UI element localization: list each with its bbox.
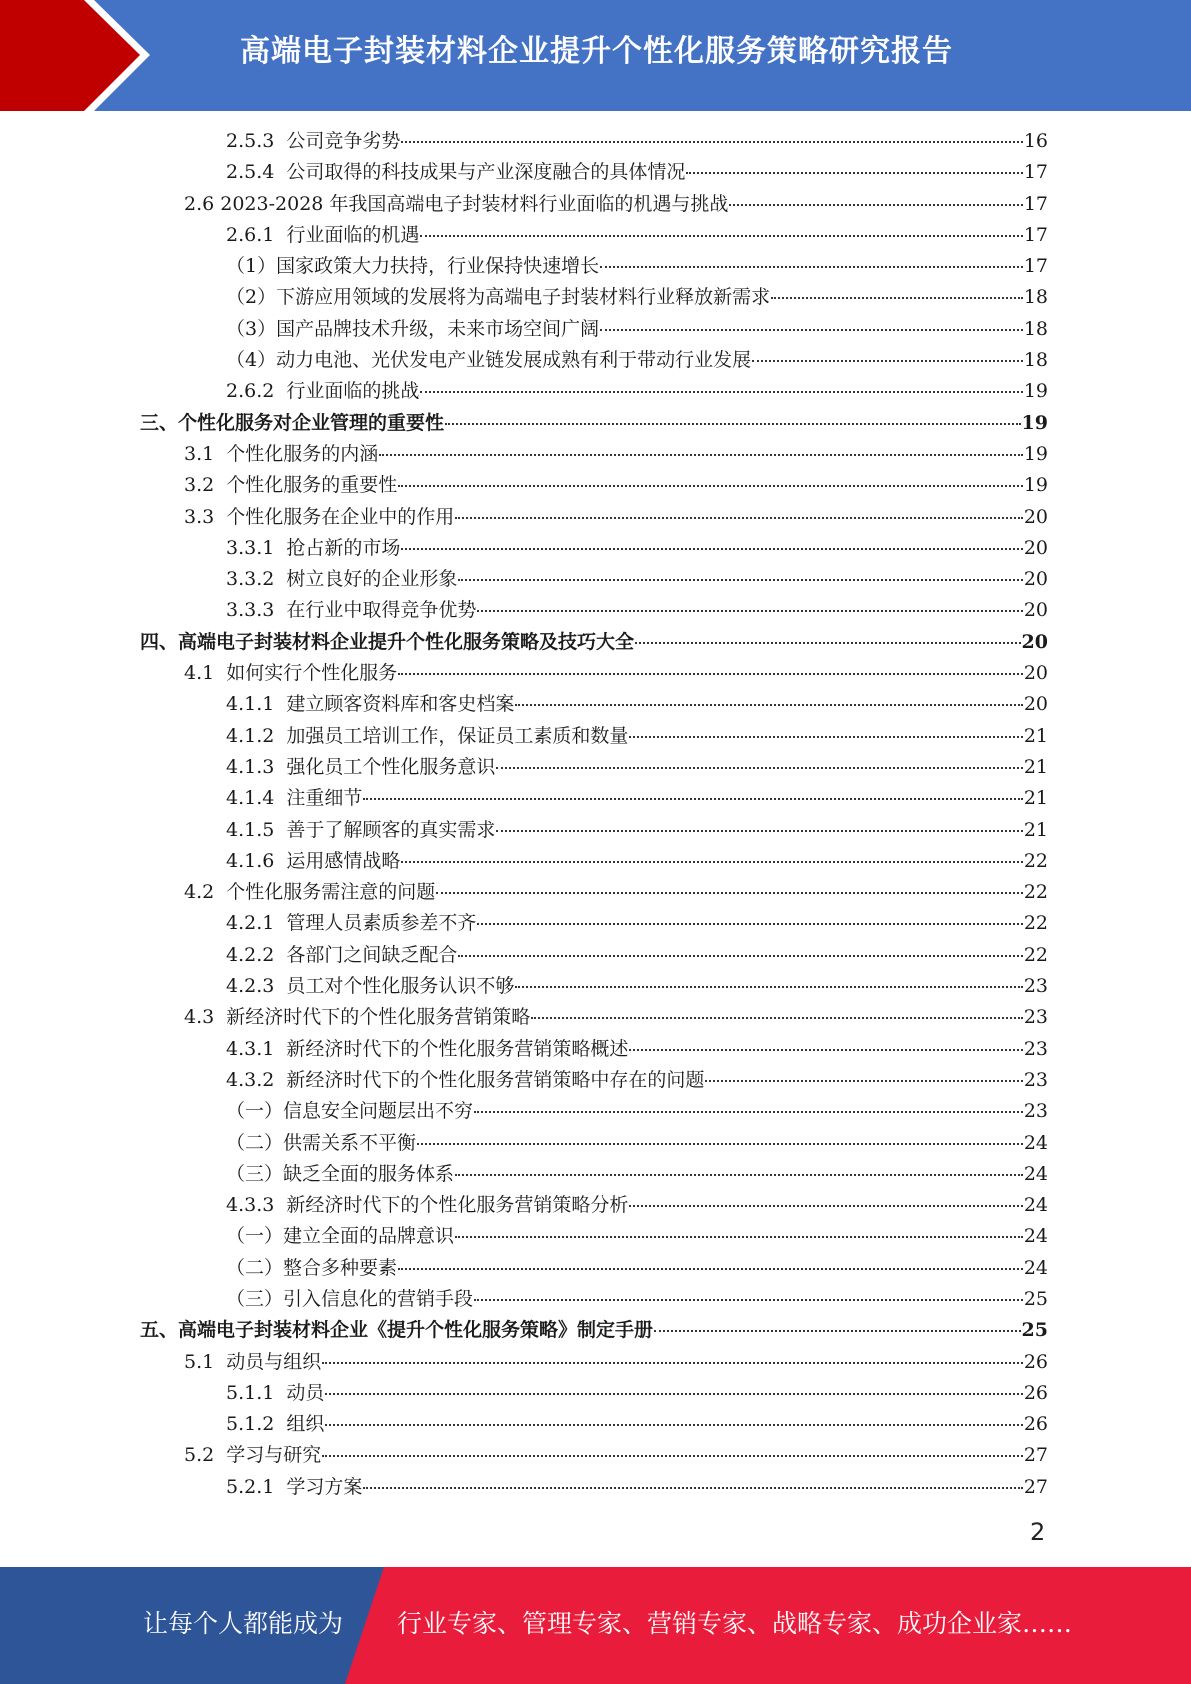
toc-entry-title xyxy=(226,1128,416,1159)
toc-entry-title xyxy=(184,1002,530,1033)
toc-entry-number: 4.1.5 xyxy=(226,818,275,841)
toc-entry[interactable] xyxy=(140,940,1048,971)
toc-entry-title xyxy=(226,908,476,939)
toc-entry-number: 3.3.1 xyxy=(226,536,275,559)
toc-dot-leader xyxy=(474,1111,1023,1113)
toc-entry-page: 20 xyxy=(1023,536,1048,559)
toc-entry-title xyxy=(184,439,378,470)
toc-entry-text: 新经济时代下的个性化服务营销策略 xyxy=(226,1006,531,1029)
toc-entry-title xyxy=(226,1221,454,1252)
toc-entry-title xyxy=(226,1065,704,1096)
toc-entry-page: 20 xyxy=(1023,505,1048,528)
toc-entry[interactable] xyxy=(140,971,1048,1002)
toc-entry[interactable] xyxy=(140,1034,1048,1065)
toc-entry-page: 22 xyxy=(1023,943,1048,966)
toc-dot-leader xyxy=(379,454,1023,456)
toc-entry-page: 27 xyxy=(1023,1444,1048,1467)
toc-entry-page: 21 xyxy=(1023,724,1048,747)
toc-entry-page: 21 xyxy=(1023,755,1048,778)
toc-entry[interactable] xyxy=(140,815,1048,846)
toc-entry[interactable] xyxy=(140,1409,1048,1440)
toc-dot-leader xyxy=(629,1205,1022,1207)
toc-dot-leader xyxy=(477,923,1022,925)
toc-entry-text: 行业面临的挑战 xyxy=(286,380,420,403)
toc-dot-leader xyxy=(635,642,1021,644)
toc-entry-page: 24 xyxy=(1023,1162,1048,1185)
toc-entry[interactable] xyxy=(140,345,1048,376)
toc-entry-page: 23 xyxy=(1023,1068,1048,1091)
toc-dot-leader xyxy=(455,1174,1023,1176)
toc-dot-leader xyxy=(322,1455,1023,1457)
toc-dot-leader xyxy=(401,141,1022,143)
toc-entry-text: 抢占新的市场 xyxy=(286,536,401,559)
toc-entry-page: 19 xyxy=(1023,442,1048,465)
toc-entry-number: 5.1.2 xyxy=(226,1413,275,1436)
toc-entry[interactable] xyxy=(140,439,1048,470)
toc-entry-title xyxy=(184,877,435,908)
toc-entry-title xyxy=(226,595,476,626)
toc-entry-text: 四、高端电子封装材料企业提升个性化服务策略及技巧大全 xyxy=(140,630,635,653)
toc-dot-leader xyxy=(398,1268,1023,1270)
toc-entry-title xyxy=(226,1159,454,1190)
toc-entry-page: 25 xyxy=(1023,1287,1048,1310)
toc-entry-title xyxy=(226,1034,628,1065)
toc-entry[interactable] xyxy=(140,877,1048,908)
toc-entry-number: 4.1 xyxy=(184,662,215,685)
toc-entry-number: 5.2 xyxy=(184,1444,215,1467)
toc-entry-text: 五、高端电子封装材料企业《提升个性化服务策略》制定手册 xyxy=(140,1319,654,1342)
toc-dot-leader xyxy=(515,986,1022,988)
toc-entry-title xyxy=(226,1378,324,1409)
toc-entry-title xyxy=(226,783,362,814)
toc-entry[interactable] xyxy=(140,595,1048,626)
toc-entry-title xyxy=(140,408,444,439)
toc-entry-number: 2.5.3 xyxy=(226,130,275,152)
toc-entry[interactable] xyxy=(140,721,1048,752)
toc-entry-text: （二）供需关系不平衡 xyxy=(226,1131,417,1154)
toc-dot-leader xyxy=(455,517,1023,519)
toc-entry-number: 2.5.4 xyxy=(226,161,275,184)
toc-dot-leader xyxy=(600,266,1023,268)
toc-entry-number: 3.3.2 xyxy=(226,568,275,591)
toc-dot-leader xyxy=(771,297,1023,299)
toc-entry-page: 19 xyxy=(1021,411,1048,434)
toc-entry[interactable] xyxy=(140,533,1048,564)
toc-entry-title xyxy=(226,1253,397,1284)
toc-entry-number: 3.2 xyxy=(184,474,215,497)
toc-entry-page: 24 xyxy=(1023,1225,1048,1248)
toc-entry-page: 20 xyxy=(1023,568,1048,591)
toc-entry-title xyxy=(226,126,400,157)
toc-dot-leader xyxy=(363,1487,1022,1489)
toc-entry[interactable] xyxy=(140,1096,1048,1127)
toc-dot-leader xyxy=(325,1424,1022,1426)
toc-dot-leader xyxy=(531,1017,1023,1019)
page-footer xyxy=(0,1567,1191,1684)
toc-entry-text: 2.6 2023-2028 年我国高端电子封装材料行业面临的机遇与挑战 xyxy=(184,192,729,215)
toc-entry-number: 4.3 xyxy=(184,1006,215,1029)
toc-entry-text: （4）动力电池、光伏发电产业链发展成熟有利于带动行业发展 xyxy=(226,349,752,372)
toc-entry-text: （三）引入信息化的营销手段 xyxy=(226,1287,474,1310)
toc-entry-text: 行业面临的机遇 xyxy=(286,223,420,246)
toc-dot-leader xyxy=(417,1143,1023,1145)
toc-entry-page: 18 xyxy=(1023,286,1048,309)
toc-entry-number: 5.2.1 xyxy=(226,1475,275,1498)
toc-entry-page: 26 xyxy=(1023,1350,1048,1373)
toc-entry-text: 个性化服务的重要性 xyxy=(226,474,398,497)
toc-entry-number: 4.3.2 xyxy=(226,1068,275,1091)
toc-entry-text: 个性化服务的内涵 xyxy=(226,442,379,465)
toc-entry-text: （二）整合多种要素 xyxy=(226,1256,398,1279)
toc-entry-text: 注重细节 xyxy=(286,787,363,810)
toc-dot-leader xyxy=(654,1330,1021,1332)
toc-entry-title xyxy=(184,189,728,220)
toc-entry-text: 动员与组织 xyxy=(226,1350,322,1373)
toc-dot-leader xyxy=(420,235,1022,237)
toc-entry-number: 4.2.2 xyxy=(226,943,275,966)
toc-entry-title xyxy=(184,1347,321,1378)
toc-entry-number: 3.3.3 xyxy=(226,599,275,622)
toc-entry-title xyxy=(184,1440,321,1471)
toc-dot-leader xyxy=(455,1236,1023,1238)
toc-entry[interactable] xyxy=(140,470,1048,501)
toc-entry-page: 16 xyxy=(1023,130,1048,152)
report-title: 高端电子封装材料企业提升个性化服务策略研究报告 xyxy=(240,34,953,69)
toc-entry-page: 26 xyxy=(1023,1381,1048,1404)
toc-entry[interactable] xyxy=(140,658,1048,689)
toc-entry-title xyxy=(184,470,397,501)
toc-entry-page: 19 xyxy=(1023,474,1048,497)
toc-entry-text: 个性化服务在企业中的作用 xyxy=(226,505,455,528)
toc-entry[interactable] xyxy=(140,1159,1048,1190)
toc-entry-number: 2.6.1 xyxy=(226,223,275,246)
toc-entry-title xyxy=(226,345,751,376)
toc-entry[interactable] xyxy=(140,282,1048,313)
toc-dot-leader xyxy=(363,798,1022,800)
toc-entry-title xyxy=(226,1409,324,1440)
toc-entry-text: 强化员工个性化服务意识 xyxy=(286,755,496,778)
toc-entry-title xyxy=(226,1284,473,1315)
toc-entry-title xyxy=(226,940,457,971)
toc-entry-text: 组织 xyxy=(286,1413,325,1436)
toc-dot-leader xyxy=(401,861,1022,863)
toc-entry[interactable] xyxy=(140,1128,1048,1159)
toc-entry[interactable] xyxy=(140,1440,1048,1471)
toc-entry-page: 20 xyxy=(1021,630,1048,653)
header-chevron-icon xyxy=(0,0,140,111)
toc-entry-number: 4.3.3 xyxy=(226,1194,275,1217)
toc-entry-title xyxy=(226,220,419,251)
toc-entry-page: 24 xyxy=(1023,1256,1048,1279)
toc-entry[interactable] xyxy=(140,251,1048,282)
toc-entry-title xyxy=(226,376,419,407)
toc-dot-leader xyxy=(629,736,1022,738)
toc-entry-title xyxy=(184,658,397,689)
toc-dot-leader xyxy=(705,1080,1022,1082)
toc-entry-title xyxy=(226,1472,362,1503)
toc-entry[interactable] xyxy=(140,1315,1048,1346)
toc-dot-leader xyxy=(325,1393,1022,1395)
toc-entry-page: 21 xyxy=(1023,787,1048,810)
toc-dot-leader xyxy=(398,673,1023,675)
toc-entry-page: 26 xyxy=(1023,1413,1048,1436)
toc-entry-text: 新经济时代下的个性化服务营销策略分析 xyxy=(286,1194,629,1217)
toc-dot-leader xyxy=(458,955,1022,957)
toc-entry-page: 25 xyxy=(1021,1319,1048,1342)
toc-dot-leader xyxy=(496,830,1022,832)
toc-entry[interactable] xyxy=(140,376,1048,407)
toc-entry-text: 公司取得的科技成果与产业深度融合的具体情况 xyxy=(286,161,686,184)
toc-entry-page: 24 xyxy=(1023,1131,1048,1154)
toc-entry-text: 加强员工培训工作，保证员工素质和数量 xyxy=(286,724,629,747)
toc-entry[interactable] xyxy=(140,908,1048,939)
toc-entry[interactable] xyxy=(140,1253,1048,1284)
toc-entry-title xyxy=(140,627,634,658)
toc-entry-text: 如何实行个性化服务 xyxy=(226,662,398,685)
toc-entry-text: 学习与研究 xyxy=(226,1444,322,1467)
toc-entry-text: （1）国家政策大力扶持，行业保持快速增长 xyxy=(226,255,600,278)
toc-entry-number: 4.1.6 xyxy=(226,849,275,872)
toc-entry-text: 管理人员素质参差不齐 xyxy=(286,912,477,935)
toc-dot-leader xyxy=(401,548,1022,550)
toc-entry-page: 24 xyxy=(1023,1194,1048,1217)
toc-dot-leader xyxy=(474,1299,1023,1301)
toc-entry-text: （2）下游应用领域的发展将为高端电子封装材料行业释放新需求 xyxy=(226,286,771,309)
toc-entry-number: 4.2.3 xyxy=(226,975,275,998)
toc-entry-page: 22 xyxy=(1023,849,1048,872)
toc-entry[interactable] xyxy=(140,408,1048,439)
toc-entry[interactable] xyxy=(140,1190,1048,1221)
toc-entry-page: 17 xyxy=(1023,223,1048,246)
toc-entry-number: 3.3 xyxy=(184,505,215,528)
toc-entry-number: 4.1.1 xyxy=(226,693,275,716)
toc-entry-number: 4.1.2 xyxy=(226,724,275,747)
toc-entry[interactable] xyxy=(140,220,1048,251)
toc-dot-leader xyxy=(322,1362,1023,1364)
toc-entry[interactable] xyxy=(140,1378,1048,1409)
toc-entry-page: 17 xyxy=(1023,255,1048,278)
toc-dot-leader xyxy=(515,704,1022,706)
toc-entry-text: 新经济时代下的个性化服务营销策略概述 xyxy=(286,1037,629,1060)
toc-dot-leader xyxy=(752,360,1023,362)
toc-entry-text: 新经济时代下的个性化服务营销策略中存在的问题 xyxy=(286,1068,705,1091)
toc-entry-title xyxy=(226,1096,473,1127)
toc-entry-title xyxy=(226,752,495,783)
toc-dot-leader xyxy=(686,172,1022,174)
toc-entry-title xyxy=(226,157,685,188)
toc-entry[interactable] xyxy=(140,846,1048,877)
toc-entry-page: 20 xyxy=(1023,693,1048,716)
toc-entry[interactable] xyxy=(140,1002,1048,1033)
toc-entry-text: 个性化服务需注意的问题 xyxy=(226,881,436,904)
table-of-contents xyxy=(140,126,1048,1503)
toc-entry-title xyxy=(226,689,514,720)
toc-entry-page: 22 xyxy=(1023,912,1048,935)
toc-entry-page: 19 xyxy=(1023,380,1048,403)
toc-entry[interactable] xyxy=(140,1347,1048,1378)
toc-entry-page: 27 xyxy=(1023,1475,1048,1498)
toc-entry-number: 4.3.1 xyxy=(226,1037,275,1060)
toc-entry-number: 4.2.1 xyxy=(226,912,275,935)
toc-entry-text: 运用感情战略 xyxy=(286,849,401,872)
toc-entry-number: 4.2 xyxy=(184,881,215,904)
toc-entry[interactable] xyxy=(140,1284,1048,1315)
toc-entry[interactable] xyxy=(140,189,1048,220)
toc-entry[interactable] xyxy=(140,1472,1048,1503)
toc-entry[interactable] xyxy=(140,783,1048,814)
toc-entry-text: 动员 xyxy=(286,1381,325,1404)
toc-dot-leader xyxy=(436,892,1023,894)
toc-dot-leader xyxy=(729,204,1022,206)
toc-entry-number: 5.1.1 xyxy=(226,1381,275,1404)
toc-entry-text: 学习方案 xyxy=(286,1475,363,1498)
toc-entry-title xyxy=(140,1315,653,1346)
toc-entry-text: 员工对个性化服务认识不够 xyxy=(286,975,515,998)
toc-entry-page: 17 xyxy=(1023,192,1048,215)
toc-entry-page: 23 xyxy=(1023,1037,1048,1060)
toc-entry-number: 3.1 xyxy=(184,442,215,465)
toc-entry-title xyxy=(226,564,457,595)
toc-entry-number: 4.1.4 xyxy=(226,787,275,810)
toc-entry-title xyxy=(226,721,628,752)
footer-slogan-right: 行业专家、管理专家、营销专家、战略专家、成功企业家…… xyxy=(397,1609,1073,1638)
toc-dot-leader xyxy=(445,423,1021,425)
toc-entry[interactable] xyxy=(140,1065,1048,1096)
toc-entry-text: 善于了解顾客的真实需求 xyxy=(286,818,496,841)
toc-entry-page: 23 xyxy=(1023,1006,1048,1029)
toc-entry-page: 17 xyxy=(1023,161,1048,184)
toc-entry-title xyxy=(226,815,495,846)
toc-dot-leader xyxy=(477,610,1022,612)
toc-entry-page: 18 xyxy=(1023,349,1048,372)
toc-dot-leader xyxy=(420,391,1022,393)
toc-entry-page: 21 xyxy=(1023,818,1048,841)
toc-entry[interactable] xyxy=(140,752,1048,783)
toc-entry[interactable] xyxy=(140,564,1048,595)
toc-entry[interactable] xyxy=(140,502,1048,533)
toc-entry-title xyxy=(226,971,514,1002)
toc-entry-number: 2.6.2 xyxy=(226,380,275,403)
toc-entry-title xyxy=(226,314,599,345)
toc-entry[interactable] xyxy=(140,126,1048,157)
toc-entry-title xyxy=(226,282,770,313)
toc-entry-title xyxy=(226,1190,628,1221)
toc-entry-text: 各部门之间缺乏配合 xyxy=(286,943,458,966)
toc-dot-leader xyxy=(496,767,1022,769)
toc-dot-leader xyxy=(398,485,1023,487)
toc-entry-title xyxy=(226,533,400,564)
toc-dot-leader xyxy=(629,1049,1022,1051)
toc-entry-page: 23 xyxy=(1023,1100,1048,1123)
toc-dot-leader xyxy=(600,329,1023,331)
toc-entry-text: 公司竞争劣势 xyxy=(286,130,401,152)
toc-entry[interactable] xyxy=(140,157,1048,188)
toc-dot-leader xyxy=(458,579,1022,581)
toc-entry-number: 5.1 xyxy=(184,1350,215,1373)
toc-entry-text: 树立良好的企业形象 xyxy=(286,568,458,591)
toc-entry-text: 建立顾客资料库和客史档案 xyxy=(286,693,515,716)
toc-entry-text: （3）国产品牌技术升级，未来市场空间广阔 xyxy=(226,317,600,340)
toc-entry-text: 在行业中取得竞争优势 xyxy=(286,599,477,622)
toc-entry-title xyxy=(226,251,599,282)
toc-entry-page: 22 xyxy=(1023,881,1048,904)
toc-entry[interactable] xyxy=(140,1221,1048,1252)
toc-entry-page: 23 xyxy=(1023,975,1048,998)
toc-entry-page: 20 xyxy=(1023,662,1048,685)
toc-entry-page: 18 xyxy=(1023,317,1048,340)
toc-entry-text: （一）建立全面的品牌意识 xyxy=(226,1225,455,1248)
toc-entry[interactable] xyxy=(140,689,1048,720)
toc-entry-title xyxy=(226,846,400,877)
toc-entry[interactable] xyxy=(140,627,1048,658)
toc-entry-page: 20 xyxy=(1023,599,1048,622)
page-number: 2 xyxy=(1030,1518,1046,1546)
toc-entry-text: （一）信息安全问题层出不穷 xyxy=(226,1100,474,1123)
footer-slogan-left: 让每个人都能成为 xyxy=(143,1609,344,1638)
toc-entry-title xyxy=(184,502,454,533)
toc-entry[interactable] xyxy=(140,314,1048,345)
toc-entry-number: 4.1.3 xyxy=(226,755,275,778)
page-header xyxy=(0,0,1191,111)
toc-entry-text: （三）缺乏全面的服务体系 xyxy=(226,1162,455,1185)
toc-entry-text: 三、个性化服务对企业管理的重要性 xyxy=(140,411,445,434)
